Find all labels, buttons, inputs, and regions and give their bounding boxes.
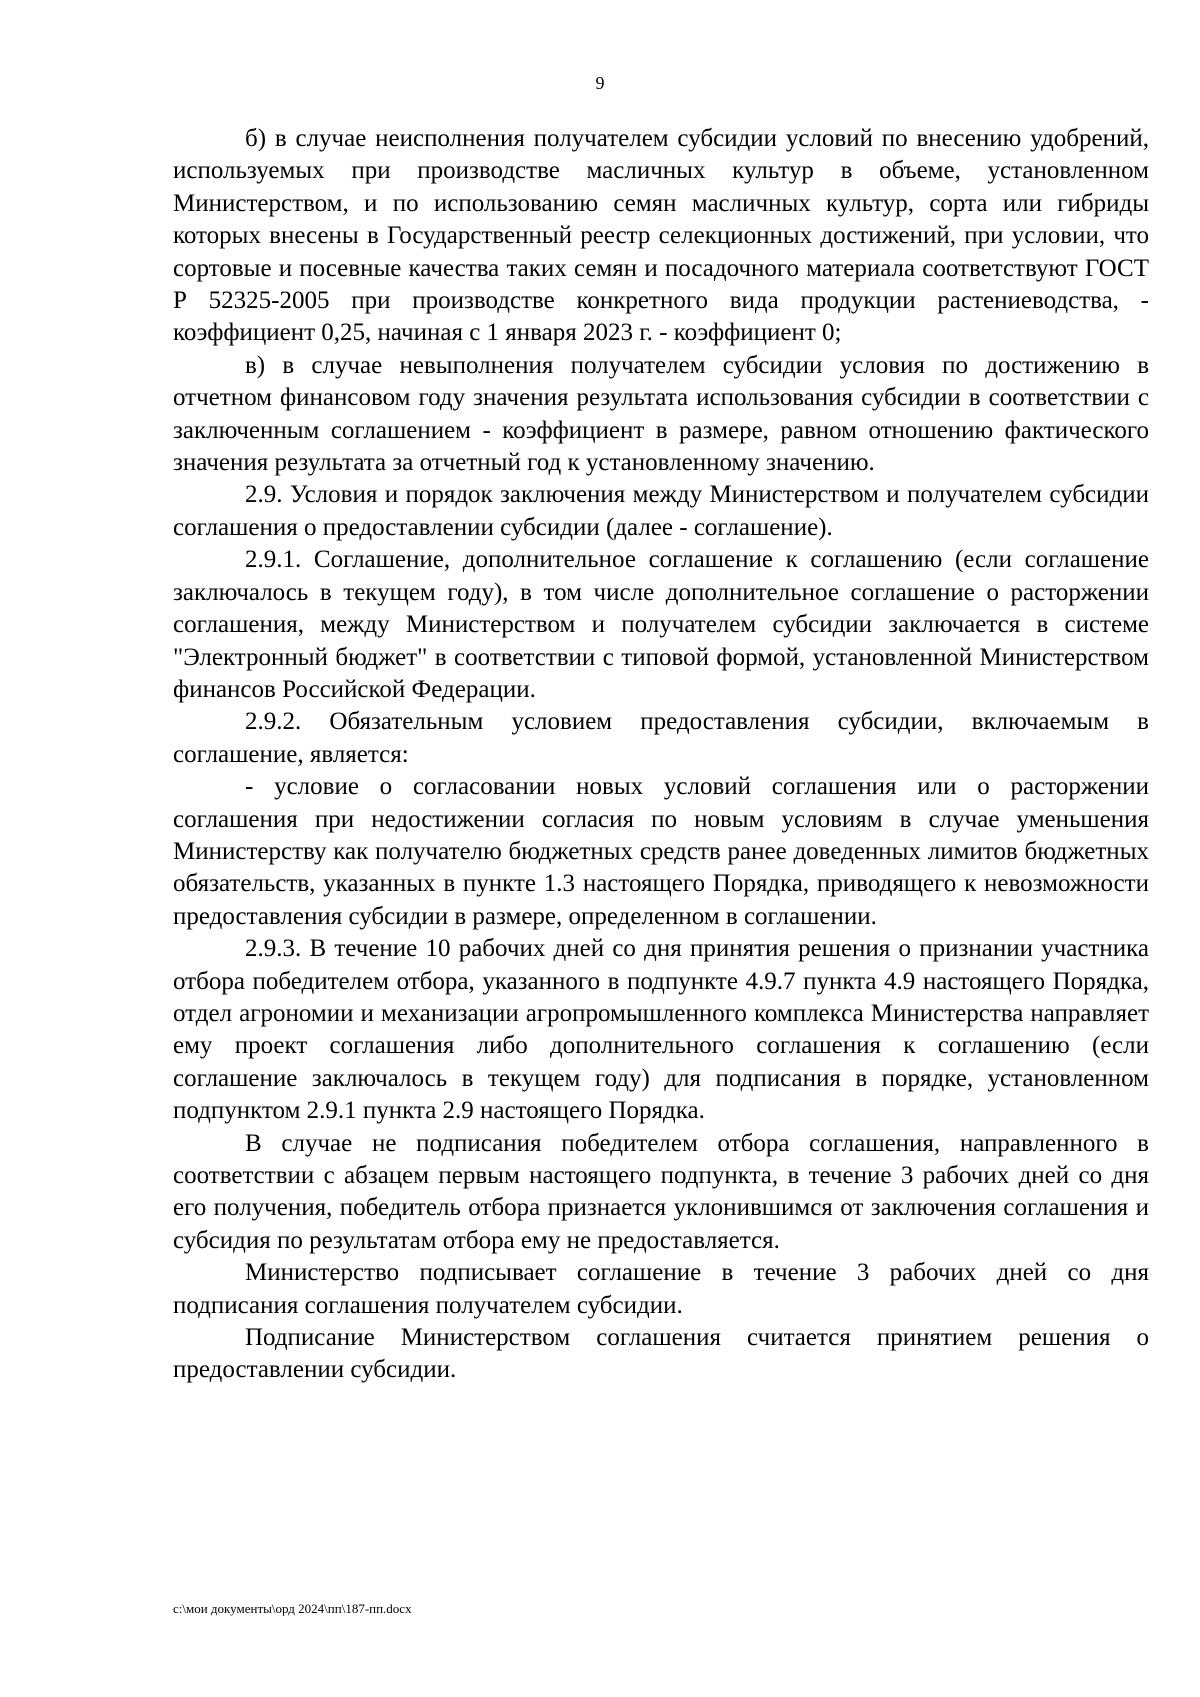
document-body	[173, 123, 1149, 1387]
paragraph-2-9-agreement-conditions: 2.9. Условия и порядок заключения между Министерством и получателем субсидии соглашения о предоставлении субсидии (далее - соглашение).	[173, 481, 1149, 541]
paragraph-non-signing-evasion: В случае не подписания победителем отбора соглашения, направленного в соответствии с абзацем первым настоящего подпункта, в течение 3 рабочих дней со дня его получения, победитель отбора признается уклонившимся от заключения соглашения и субсидия по результатам отбора ему не предоставляется.	[173, 1129, 1149, 1254]
paragraph-2-9-2-mandatory-condition: 2.9.2. Обязательным условием предоставления субсидии, включаемым в соглашение, является:	[173, 708, 1149, 768]
paragraph-limits-reduction-condition: - условие о согласовании новых условий соглашения или о расторжении соглашения при недостижении согласия по новым условиям в случае уменьшения Министерству как получателю бюджетных средств ранее доведенных лимитов бюджетных обязательств, указанных в пункте 1.3 настоящего Порядка, приводящего к невозможности предоставления субсидии в размере, определенном в соглашении.	[173, 773, 1149, 930]
paragraph-2-9-1-electronic-budget: 2.9.1. Соглашение, дополнительное соглашение к соглашению (если соглашение заключалось в текущем году), в том числе дополнительное соглашение о расторжении соглашения, между Министерством и получателем субсидии заключается в системе "Электронный бюджет" в соответствии с типовой формой, установленной Министерством финансов Российской Федерации.	[173, 546, 1149, 703]
paragraph-v-result-coefficient: в) в случае невыполнения получателем субсидии условия по достижению в отчетном финансовом году значения результата использования субсидии в соответствии с заключенным соглашением - коэффициент в размере, равном отношению фактического значения результата за отчетный год к установленному значению.	[173, 351, 1149, 477]
paragraph-b-fertilizer-coefficient: б) в случае неисполнения получателем субсидии условий по внесению удобрений, используемых при производстве масличных культур в объеме, установленном Министерством, и по использованию семян масличных культур, сорта или гибриды которых внесены в Государственный реестр селекционных достижений, при условии, что сортовые и посевные качества таких семян и посадочного материала соответствуют ГОСТ Р 52325-2005 при производстве конкретного вида продукции растениеводства, - коэффициент 0,25, начиная с 1 января 2023 г. - коэффициент 0;	[173, 125, 1149, 347]
paragraph-ministry-signing: Министерство подписывает соглашение в течение 3 рабочих дней со дня подписания соглашения получателем субсидии.	[173, 1259, 1149, 1319]
page-number: 9	[595, 73, 605, 93]
paragraph-2-9-3-agreement-sending: 2.9.3. В течение 10 рабочих дней со дня принятия решения о признании участника отбора победителем отбора, указанного в подпункте 4.9.7 пункта 4.9 настоящего Порядка, отдел агрономии и механизации агропромышленного комплекса Министерства направляет ему проект соглашения либо дополнительного соглашения к соглашению (если соглашение заключалось в текущем году) для подписания в порядке, установленном подпунктом 2.9.1 пункта 2.9 настоящего Порядка.	[173, 935, 1149, 1125]
paragraph-signing-decision: Подписание Министерством соглашения считается принятием решения о предоставлении субсидии.	[173, 1324, 1149, 1384]
footer-file-path: c:\мои документы\орд 2024\пп\187-пп.docx	[173, 1601, 412, 1616]
